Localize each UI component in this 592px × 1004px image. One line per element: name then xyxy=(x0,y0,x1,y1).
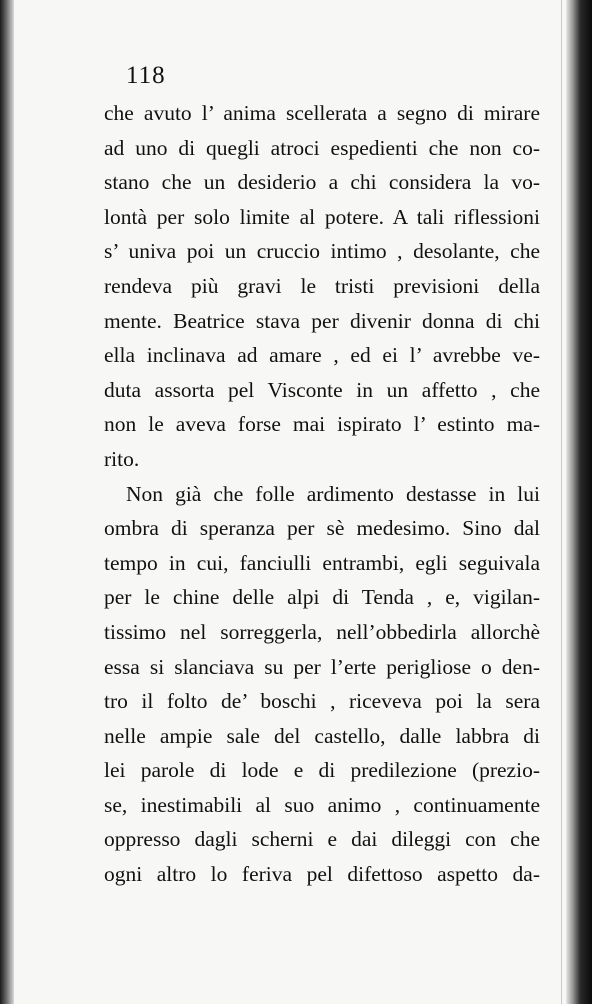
text-line: mente. Beatrice stava per divenir donna di chi xyxy=(104,308,540,333)
text-line: nelle ampie sale del castello, dalle labbra di xyxy=(104,723,540,748)
text-line: lontà per solo limite al potere. A tali riflessioni xyxy=(104,204,540,229)
text-line: non le aveva forse mai ispirato l’ estinto ma- xyxy=(104,412,540,437)
page-edge-line xyxy=(561,0,562,1004)
paragraph-first-line: Non già che folle ardimento destasse in lui xyxy=(126,481,540,506)
text-line: tempo in cui, fanciulli entrambi, egli seguivala xyxy=(104,550,540,575)
text-line: essa si slanciava su per l’erte perigliose o den- xyxy=(104,654,540,679)
text-line: tro il folto de’ boschi , riceveva poi la sera xyxy=(104,689,540,714)
text-line: rendeva più gravi le tristi previsioni della xyxy=(104,273,540,298)
text-line: se, inestimabili al suo animo , continuamente xyxy=(104,792,540,817)
text-line: s’ univa poi un cruccio intimo , desolante, che xyxy=(104,239,540,264)
text-line: rito. xyxy=(104,446,140,471)
text-line: ella inclinava ad amare , ed ei l’ avrebbe ve- xyxy=(104,343,540,368)
text-line: ad uno di quegli atroci espedienti che non co- xyxy=(104,135,540,160)
body-text xyxy=(104,96,540,892)
text-line: duta assorta pel Visconte in un affetto , che xyxy=(104,377,540,402)
text-line: stano che un desiderio a chi considera la vo- xyxy=(104,170,540,195)
text-line: tissimo nel sorreggerla, nell’obbedirla allorchè xyxy=(104,619,540,644)
text-line: che avuto l’ anima scellerata a segno di mirare xyxy=(104,101,540,125)
text-line: ombra di speranza per sè medesimo. Sino dal xyxy=(104,516,540,541)
book-binding-edge xyxy=(566,0,592,1004)
text-line: lei parole di lode e di predilezione (prezio- xyxy=(104,758,540,783)
text-line: per le chine delle alpi di Tenda , e, vigilan- xyxy=(104,585,540,610)
text-line: oppresso dagli scherni e dai dileggi con che xyxy=(104,827,540,852)
page-number: 118 xyxy=(126,62,166,89)
text-line: ogni altro lo feriva pel difettoso aspetto da- xyxy=(104,862,540,887)
page-gutter-shadow xyxy=(0,0,14,1004)
